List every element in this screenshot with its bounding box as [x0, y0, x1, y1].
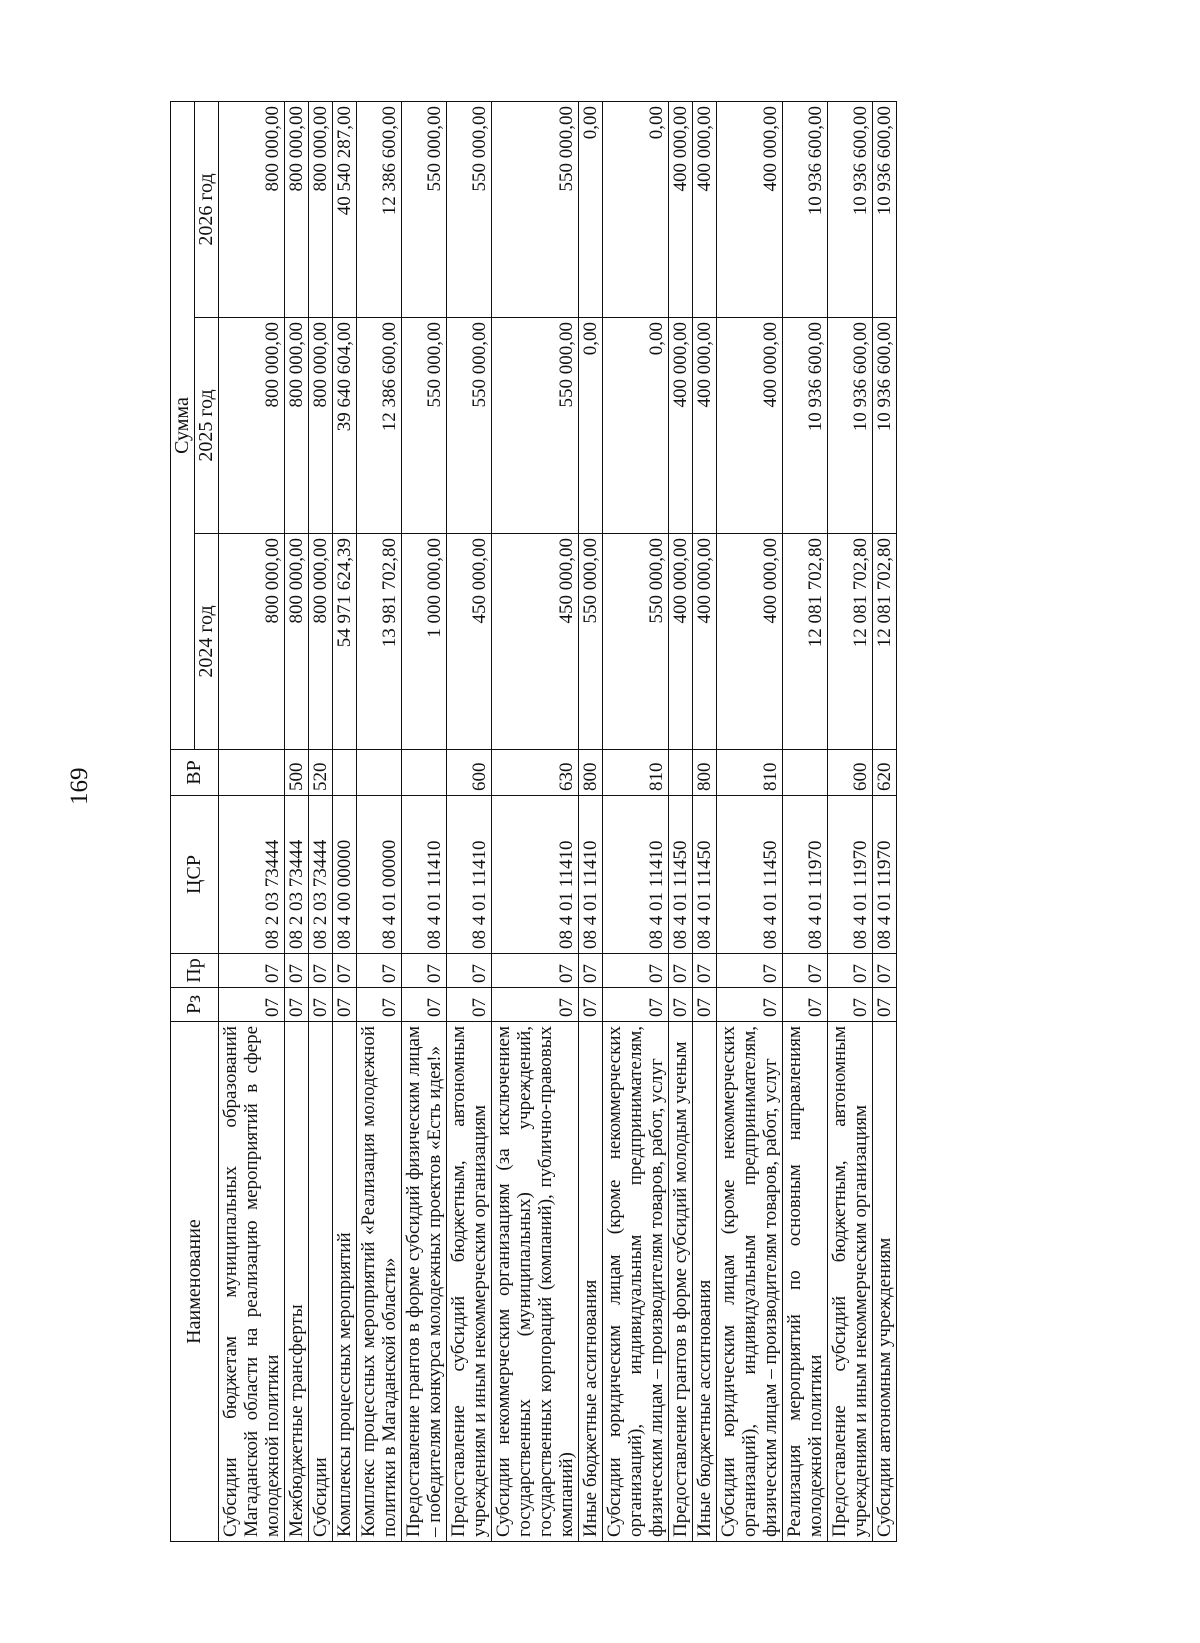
cell-pr: 07	[873, 954, 897, 988]
cell-name: Субсидии	[309, 1022, 333, 1542]
cell-2026: 0,00	[579, 101, 603, 317]
cell-name: Субсидии автономным учреждениям	[873, 1022, 897, 1542]
rotated-table-container	[170, 102, 1130, 1542]
cell-csr: 08 2 03 73444	[285, 796, 309, 954]
cell-2025: 0,00	[579, 318, 603, 534]
cell-2026: 400 000,00	[669, 101, 693, 317]
cell-2025: 800 000,00	[309, 318, 333, 534]
cell-2024: 550 000,00	[579, 534, 603, 750]
cell-pr: 07	[828, 954, 873, 988]
cell-name: Предоставление грантов в форме субсидий молодым ученым	[669, 1022, 693, 1542]
cell-2024: 400 000,00	[693, 534, 717, 750]
table-row	[219, 101, 285, 1541]
cell-rz: 07	[285, 988, 309, 1022]
cell-rz: 07	[219, 988, 285, 1022]
cell-name: Субсидии юридическим лицам (кроме некоммерческих организаций), индивидуальным предпринимателям, физическим лицам – производителям товаров, работ, услуг	[603, 1022, 669, 1542]
cell-2026: 40 540 287,00	[333, 101, 357, 317]
cell-csr: 08 4 01 11450	[693, 796, 717, 954]
cell-2024: 400 000,00	[717, 534, 783, 750]
cell-2024: 13 981 702,80	[357, 534, 402, 750]
cell-csr: 08 4 00 00000	[333, 796, 357, 954]
cell-vr: 600	[447, 750, 492, 796]
table-row	[579, 101, 603, 1541]
cell-csr: 08 2 03 73444	[309, 796, 333, 954]
cell-2026: 400 000,00	[717, 101, 783, 317]
cell-rz: 07	[402, 988, 447, 1022]
cell-name: Предоставление грантов в форме субсидий физическим лицам – победителям конкурса молодежных проектов «Есть идея!»	[402, 1022, 447, 1542]
cell-2025: 550 000,00	[447, 318, 492, 534]
cell-csr: 08 4 01 11410	[492, 796, 579, 954]
cell-2025: 10 936 600,00	[828, 318, 873, 534]
cell-2025: 550 000,00	[492, 318, 579, 534]
header-sum: Сумма	[171, 101, 195, 749]
header-2026: 2026 год	[195, 101, 219, 317]
cell-vr: 810	[603, 750, 669, 796]
table-row	[357, 101, 402, 1541]
table-row	[669, 101, 693, 1541]
cell-2026: 800 000,00	[219, 101, 285, 317]
budget-table	[170, 101, 897, 1542]
cell-csr: 08 4 01 11410	[447, 796, 492, 954]
cell-vr: 800	[693, 750, 717, 796]
cell-pr: 07	[717, 954, 783, 988]
table-row	[402, 101, 447, 1541]
cell-rz: 07	[828, 988, 873, 1022]
table-row	[309, 101, 333, 1541]
cell-vr: 520	[309, 750, 333, 796]
cell-csr: 08 4 01 11970	[828, 796, 873, 954]
cell-pr: 07	[669, 954, 693, 988]
cell-name: Предоставление субсидий бюджетным, автономным учреждениям и иным некоммерческим организациям	[447, 1022, 492, 1542]
cell-pr: 07	[402, 954, 447, 988]
cell-pr: 07	[357, 954, 402, 988]
cell-2026: 550 000,00	[492, 101, 579, 317]
cell-rz: 07	[873, 988, 897, 1022]
cell-2024: 800 000,00	[309, 534, 333, 750]
header-rz: Рз	[171, 988, 219, 1022]
cell-name: Субсидии некоммерческим организациям (за исключением государственных (муниципальных) учреждений, государственных корпораций (компаний), публично-правовых компаний)	[492, 1022, 579, 1542]
cell-name: Иные бюджетные ассигнования	[579, 1022, 603, 1542]
table-row	[603, 101, 669, 1541]
cell-vr: 810	[717, 750, 783, 796]
cell-vr	[333, 750, 357, 796]
table-row	[285, 101, 309, 1541]
header-csr: ЦСР	[171, 796, 219, 954]
cell-name: Иные бюджетные ассигнования	[693, 1022, 717, 1542]
cell-vr	[402, 750, 447, 796]
cell-2026: 10 936 600,00	[828, 101, 873, 317]
cell-2024: 12 081 702,80	[873, 534, 897, 750]
cell-2025: 800 000,00	[219, 318, 285, 534]
header-2024: 2024 год	[195, 534, 219, 750]
cell-csr: 08 4 01 11410	[603, 796, 669, 954]
cell-pr: 07	[603, 954, 669, 988]
cell-2026: 550 000,00	[402, 101, 447, 317]
cell-vr: 630	[492, 750, 579, 796]
cell-2024: 800 000,00	[285, 534, 309, 750]
cell-csr: 08 4 01 11410	[402, 796, 447, 954]
table-row	[783, 101, 828, 1541]
cell-rz: 07	[333, 988, 357, 1022]
table-row	[492, 101, 579, 1541]
cell-2024: 54 971 624,39	[333, 534, 357, 750]
cell-2025: 0,00	[603, 318, 669, 534]
cell-vr: 500	[285, 750, 309, 796]
cell-csr: 08 4 01 11450	[669, 796, 693, 954]
table-row	[828, 101, 873, 1541]
header-pr: Пр	[171, 954, 219, 988]
cell-csr: 08 4 01 11410	[579, 796, 603, 954]
cell-pr: 07	[285, 954, 309, 988]
cell-2025: 10 936 600,00	[783, 318, 828, 534]
cell-2026: 0,00	[603, 101, 669, 317]
table-row	[333, 101, 357, 1541]
cell-2025: 400 000,00	[669, 318, 693, 534]
header-name: Наименование	[171, 1022, 219, 1542]
cell-rz: 07	[603, 988, 669, 1022]
table-row	[717, 101, 783, 1541]
cell-rz: 07	[492, 988, 579, 1022]
cell-name: Комплекс процессных мероприятий «Реализация молодежной политики в Магаданской области»	[357, 1022, 402, 1542]
cell-2024: 800 000,00	[219, 534, 285, 750]
cell-csr: 08 4 01 11970	[783, 796, 828, 954]
cell-2026: 12 386 600,00	[357, 101, 402, 317]
cell-rz: 07	[357, 988, 402, 1022]
table-row	[447, 101, 492, 1541]
page-number: 169	[66, 767, 93, 805]
cell-pr: 07	[333, 954, 357, 988]
cell-2024: 12 081 702,80	[783, 534, 828, 750]
cell-2024: 450 000,00	[447, 534, 492, 750]
cell-csr: 08 2 03 73444	[219, 796, 285, 954]
cell-vr: 620	[873, 750, 897, 796]
cell-pr: 07	[219, 954, 285, 988]
cell-vr: 800	[579, 750, 603, 796]
cell-pr: 07	[783, 954, 828, 988]
cell-2026: 800 000,00	[309, 101, 333, 317]
cell-vr	[669, 750, 693, 796]
cell-2024: 12 081 702,80	[828, 534, 873, 750]
cell-name: Комплексы процессных мероприятий	[333, 1022, 357, 1542]
cell-name: Субсидии бюджетам муниципальных образований Магаданской области на реализацию мероприятий в сфере молодежной политики	[219, 1022, 285, 1542]
cell-name: Реализация мероприятий по основным направлениям молодежной политики	[783, 1022, 828, 1542]
cell-rz: 07	[693, 988, 717, 1022]
cell-pr: 07	[447, 954, 492, 988]
cell-name: Предоставление субсидий бюджетным, автономным учреждениям и иным некоммерческим организациям	[828, 1022, 873, 1542]
cell-2025: 400 000,00	[717, 318, 783, 534]
cell-csr: 08 4 01 11970	[873, 796, 897, 954]
cell-2024: 550 000,00	[603, 534, 669, 750]
cell-2025: 10 936 600,00	[873, 318, 897, 534]
header-vr: ВР	[171, 750, 219, 796]
cell-2024: 1 000 000,00	[402, 534, 447, 750]
cell-vr	[219, 750, 285, 796]
table-row	[693, 101, 717, 1541]
cell-rz: 07	[717, 988, 783, 1022]
cell-csr: 08 4 01 11450	[717, 796, 783, 954]
cell-pr: 07	[492, 954, 579, 988]
cell-name: Межбюджетные трансферты	[285, 1022, 309, 1542]
cell-pr: 07	[579, 954, 603, 988]
cell-pr: 07	[309, 954, 333, 988]
cell-2025: 400 000,00	[693, 318, 717, 534]
cell-rz: 07	[669, 988, 693, 1022]
cell-2025: 550 000,00	[402, 318, 447, 534]
cell-2025: 12 386 600,00	[357, 318, 402, 534]
cell-2024: 400 000,00	[669, 534, 693, 750]
cell-pr: 07	[693, 954, 717, 988]
cell-2026: 800 000,00	[285, 101, 309, 317]
cell-rz: 07	[783, 988, 828, 1022]
cell-2024: 450 000,00	[492, 534, 579, 750]
cell-2025: 39 640 604,00	[333, 318, 357, 534]
header-2025: 2025 год	[195, 318, 219, 534]
cell-name: Субсидии юридическим лицам (кроме некоммерческих организаций), индивидуальным предпринимателям, физическим лицам – производителям товаров, работ, услуг	[717, 1022, 783, 1542]
cell-csr: 08 4 01 00000	[357, 796, 402, 954]
cell-2026: 400 000,00	[693, 101, 717, 317]
cell-vr	[357, 750, 402, 796]
cell-2026: 550 000,00	[447, 101, 492, 317]
cell-2026: 10 936 600,00	[873, 101, 897, 317]
cell-2026: 10 936 600,00	[783, 101, 828, 317]
cell-vr: 600	[828, 750, 873, 796]
cell-2025: 800 000,00	[285, 318, 309, 534]
cell-vr	[783, 750, 828, 796]
cell-rz: 07	[579, 988, 603, 1022]
cell-rz: 07	[447, 988, 492, 1022]
cell-rz: 07	[309, 988, 333, 1022]
table-body	[219, 101, 897, 1541]
header-row-1	[171, 101, 195, 1541]
table-row	[873, 101, 897, 1541]
